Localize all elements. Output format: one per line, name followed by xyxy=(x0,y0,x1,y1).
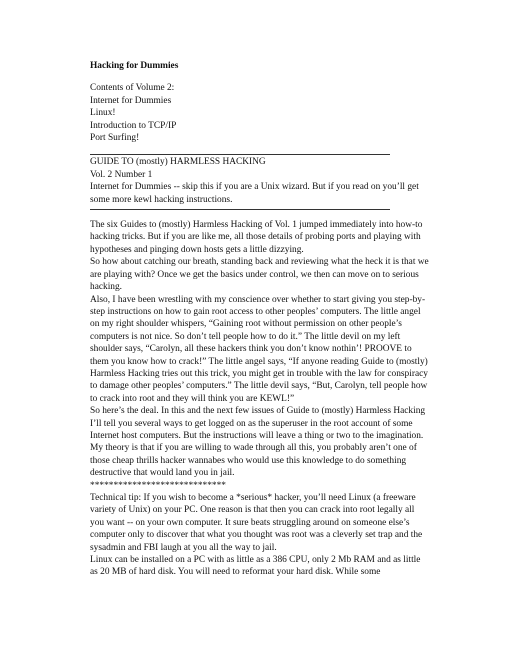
contents-item: Internet for Dummies xyxy=(90,95,172,106)
contents-item: Linux! xyxy=(90,108,116,119)
divider-top xyxy=(90,154,390,155)
document-title: Hacking for Dummies xyxy=(90,61,179,71)
body-paragraph: My theory is that if you are willing to wade through all this, you probably aren’t one of those cheap thrills hacker wannabes who would use this knowledge to do something destructive that would land you in jail. xyxy=(90,443,417,479)
asterisk-separator: ***************************** xyxy=(90,480,226,491)
divider-bottom xyxy=(90,209,390,210)
contents-heading: Contents of Volume 2: xyxy=(90,83,175,94)
technical-tip: Technical tip: If you wish to become a *serious* hacker, you’ll need Linux (a freeware variety of Unix) on your PC. One reason is that then you can crack into root legally all you want -- on your own computer. It sure beats struggling around on someone else’s computer only to discover that what you thought was root was a cleverly set trap and the sysadmin and FBI laugh at you all the way to jail. xyxy=(90,493,423,553)
contents-list xyxy=(90,82,430,144)
spacer xyxy=(90,211,430,219)
document-body xyxy=(90,60,430,579)
body-paragraph: Also, I have been wrestling with my conscience over whether to start giving you step-by-step instructions on how to gain root access to other peoples’ computers. The little angel on my right shoulder whispers, “Gaining root without permission on other people’s computers is not nice. So don’t tell people how to do it.” The little devil on my left shoulder says, “Carolyn, all these hackers think you don’t know nothin’! PROOVE to them you know how to crack!” The little angel says, “If anyone reading Guide to (mostly) Harmless Hacking tries out this trick, you might get in trouble with the law for conspiracy to damage other peoples’ computers.” The little devil says, “But, Carolyn, tell people how to crack into root and they will think you are KEWL!” xyxy=(90,294,428,404)
guide-title: GUIDE TO (mostly) HARMLESS HACKING xyxy=(90,157,266,168)
body-paragraph: So here’s the deal. In this and the next few issues of Guide to (mostly) Harmless Hacking I’ll tell you several ways to get logged on as the superuser in the root account of some Internet host computers. But the instructions will leave a thing or two to the imagination. xyxy=(90,406,426,441)
body-paragraph: The six Guides to (mostly) Harmless Hacking of Vol. 1 jumped immediately into how-to hacking tricks. But if you are like me, all those details of probing ports and playing with hypotheses and pinging down hosts gets a little dizzying. xyxy=(90,220,423,255)
volume-number: Vol. 2 Number 1 xyxy=(90,169,153,180)
body-paragraph: Linux can be installed on a PC with as little as a 386 CPU, only 2 Mb RAM and as little as 20 MB of hard disk. You will need to reformat your hard disk. While some xyxy=(90,555,421,578)
intro-text: Internet for Dummies -- skip this if you are a Unix wizard. But if you read on you’ll get some more kewl hacking instructions. xyxy=(90,182,419,205)
body-paragraph: So how about catching our breath, standing back and reviewing what the heck it is that we are playing with? Once we get the basics under control, we then can move on to serious hacking. xyxy=(90,257,429,293)
contents-item: Port Surfing! xyxy=(90,133,140,144)
contents-item: Introduction to TCP/IP xyxy=(90,120,177,131)
